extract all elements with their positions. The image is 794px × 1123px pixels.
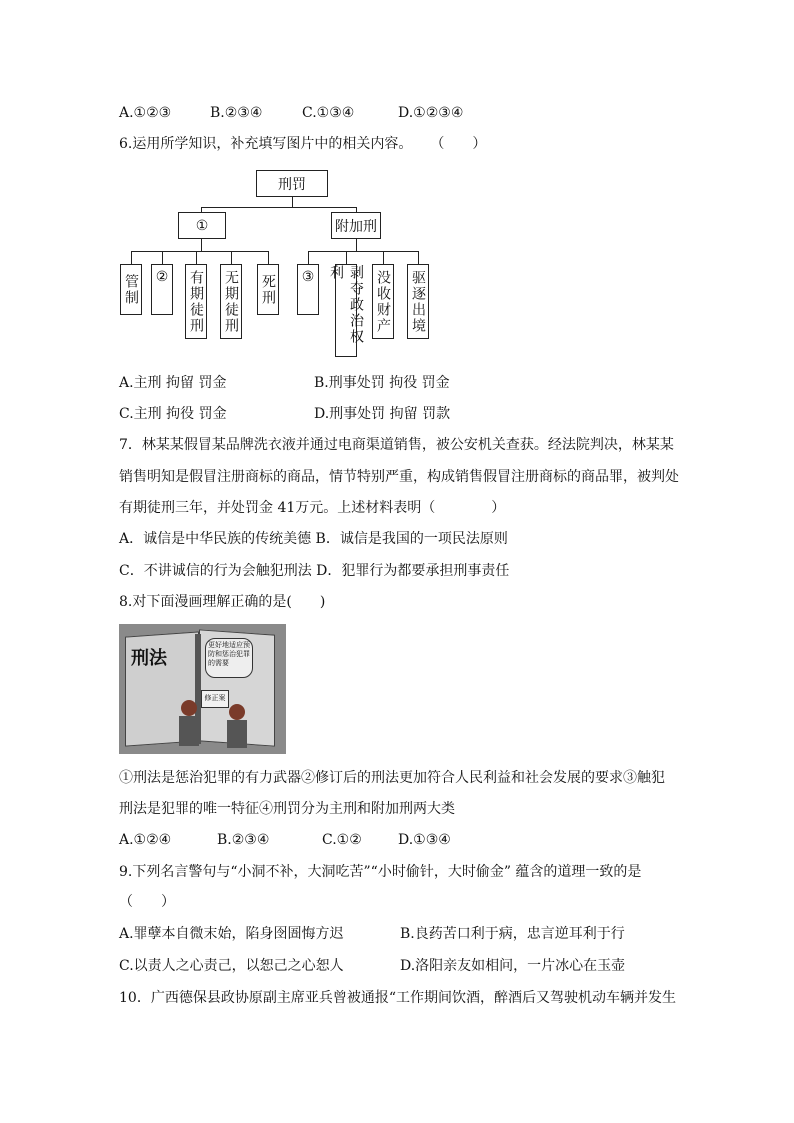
diagram-leaf-deprivation-rights: 剥夺政治权利 <box>335 264 357 357</box>
q9-option-c: C.以责人之心责己，以恕己之心恕人 <box>119 958 344 974</box>
q6-option-a: A.主刑 拘留 罚金 <box>119 375 227 391</box>
criminal-law-cartoon <box>119 624 286 754</box>
diagram-node-additional-penalty: 附加刑 <box>331 212 381 239</box>
q8-option-c: C.①② <box>322 832 362 848</box>
diagram-leaf-life-imprisonment: 无期徒刑 <box>220 264 242 339</box>
q6-option-b: B.刑事处罚 拘役 罚金 <box>314 375 450 391</box>
q9-paren: （ ） <box>119 894 175 910</box>
q5-option-b: B.②③④ <box>210 105 263 121</box>
diagram-leaf-deportation: 驱逐出境 <box>407 264 429 339</box>
q7-line-3: 有期徒刑三年，并处罚金 41万元。上述材料表明（ ） <box>119 500 506 516</box>
q7-line-1: 7．林某某假冒某品牌洗衣液并通过电商渠道销售，被公安机关查获。经法院判决，林某某 <box>119 437 674 453</box>
q8-option-b: B.②③④ <box>217 832 270 848</box>
q9-option-a: A.罪孽本自微末始，陷身囹圄悔方迟 <box>119 926 344 942</box>
cartoon-worker-head-2 <box>229 704 245 720</box>
diagram-leaf-blank-2: ② <box>151 264 173 315</box>
cartoon-worker-body-1 <box>179 716 199 746</box>
diagram-leaf-fixed-term: 有期徒刑 <box>185 264 207 339</box>
diagram-leaf-blank-3: ③ <box>297 264 319 315</box>
q6-option-d: D.刑事处罚 拘留 罚款 <box>314 406 451 422</box>
q9-option-d: D.洛阳亲友如相问，一片冰心在玉壶 <box>400 958 626 974</box>
cartoon-book-title: 刑法 <box>131 648 167 669</box>
q7-options-ab: A．诚信是中华民族的传统美德 B．诚信是我国的一项民法原则 <box>119 531 508 547</box>
diagram-leaf-surveillance: 管制 <box>120 264 142 315</box>
cartoon-worker-body-2 <box>227 720 247 748</box>
q6-stem: 6.运用所学知识，补充填写图片中的相关内容。 （ ） <box>119 136 487 152</box>
cartoon-worker-head-1 <box>181 700 197 716</box>
cartoon-speech-bubble: 更好地适应预防和惩治犯罪的需要 <box>205 638 253 678</box>
q8-statements-line-2: 刑法是犯罪的唯一特征④刑罚分为主刑和附加刑两大类 <box>119 801 455 817</box>
q7-line-2: 销售明知是假冒注册商标的商品，情节特别严重，构成销售假冒注册商标的商品罪，被判处 <box>119 469 679 485</box>
diagram-node-main-penalty: ① <box>178 212 226 239</box>
q6-option-c: C.主刑 拘役 罚金 <box>119 406 227 422</box>
q8-stem: 8.对下面漫画理解正确的是( ) <box>119 594 326 610</box>
diagram-leaf-death: 死刑 <box>257 264 279 315</box>
q7-options-cd: C．不讲诚信的行为会触犯刑法 D．犯罪行为都要承担刑事责任 <box>119 563 510 579</box>
cartoon-sign: 修正案 <box>201 690 229 708</box>
q5-option-c: C.①③④ <box>302 105 355 121</box>
q8-statements-line-1: ①刑法是惩治犯罪的有力武器②修订后的刑法更加符合人民利益和社会发展的要求③触犯 <box>119 770 665 786</box>
q5-option-d: D.①②③④ <box>398 105 464 121</box>
q9-option-b: B.良药苦口利于病，忠言逆耳利于行 <box>400 926 625 942</box>
q9-stem: 9.下列名言警句与“小洞不补，大洞吃苦”“小时偷针，大时偷金” 蕴含的道理一致的是 <box>119 864 642 880</box>
q10-stem: 10．广西德保县政协原副主席亚兵曾被通报“工作期间饮酒，醉酒后又驾驶机动车辆并发生 <box>119 990 676 1006</box>
diagram-leaf-confiscation: 没收财产 <box>372 264 394 339</box>
q8-option-a: A.①②④ <box>119 832 172 848</box>
q5-option-a: A.①②③ <box>119 105 172 121</box>
q8-option-d: D.①③④ <box>398 832 451 848</box>
diagram-root: 刑罚 <box>256 170 328 197</box>
